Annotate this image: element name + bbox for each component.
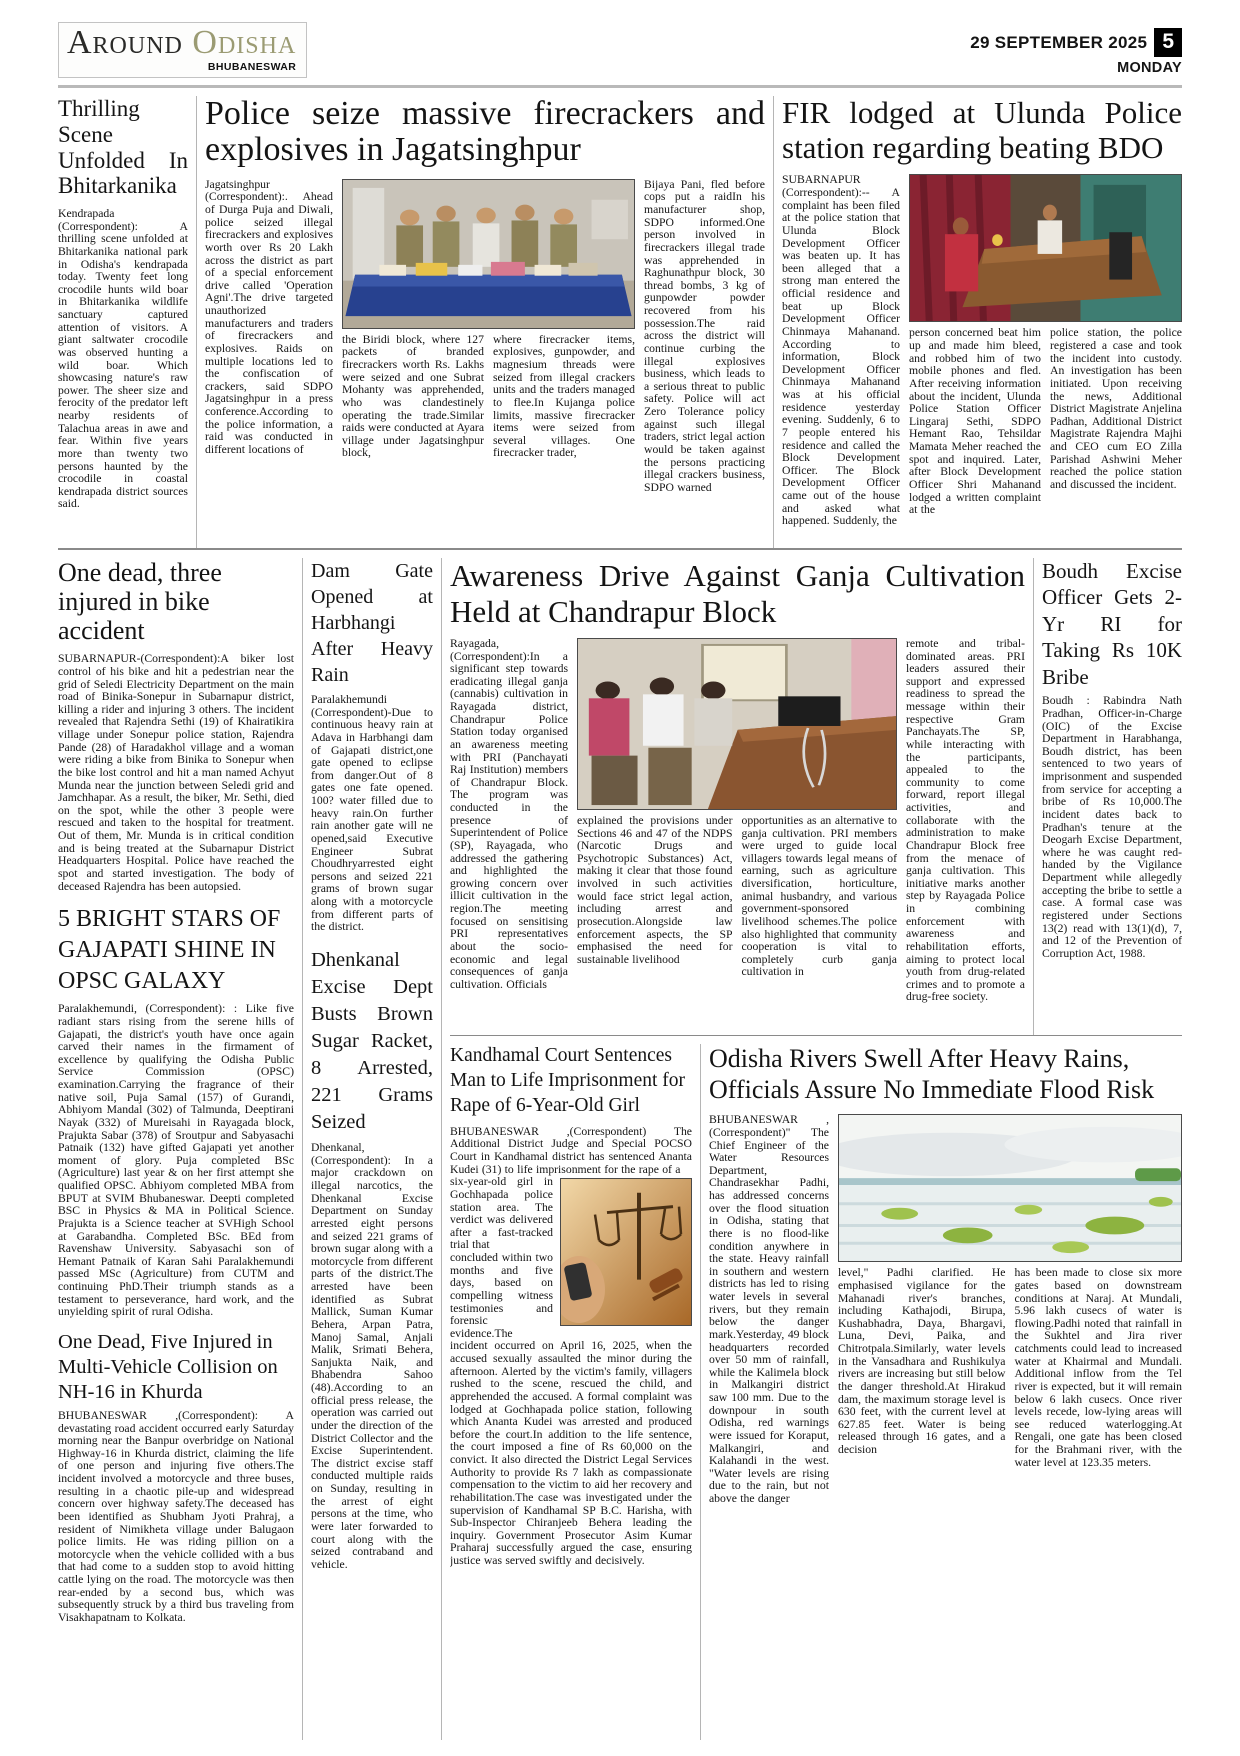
rivers-column-3: has been made to close six more gates based on downstream conditions at Naraj. At Mundali, 5.96 lakh cusecs of water is flowing.Padhi noted that rainfall in the Sukhtel and Jira river catchments could lead to increased water at Khairmal and Mundali. Additional inflow from the Tel river is expected, but it will remain below 6 lakh cusecs. Once river levels recede, low-lying areas will see reduced waterlogging.At Rengali, one gate has been closed for the Brahmani river, with the water level at 123.35 meters. <box>1014 1266 1182 1469</box>
fir-headline: FIR lodged at Ulunda Police station regarding beating BDO <box>782 96 1182 165</box>
article-fir-bdo <box>782 96 1182 548</box>
nh16-body: BHUBANESWAR ,(Correspondent): A devastating road accident occurred early Saturday morning near the Banpur overbridge on National Highway-16 in Khurda district, claiming the life of one person and injuring five others.The incident involved a motorcycle and three buses, resulting in a chaotic pile-up and widespread concern over highway safety.The deceased has been identified as Shubham Jyoti Prahraj, a resident of Nimikheta village under Balugaon police limits. He was riding pillion on a motorcycle when the vehicle collided with a bus that had come to a sudden stop to avoid hitting cattle lying on the road. The motorcycle was then rear-ended by a second bus, which was subsequently struck by a third bus traveling from Visakhapatnam to Kolkata. <box>58 1408 294 1624</box>
article-dhenkanal-excise <box>311 947 433 1572</box>
issue-day: MONDAY <box>1117 60 1182 76</box>
dam-headline: Dam Gate Opened at Harbhangi After Heavy Rain <box>311 560 433 686</box>
issue-date: 29 SEPTEMBER 2025 <box>970 32 1148 52</box>
fir-column-3: police station, the police registered a case and took the incident into custody. An investigation has been initiated. Upon receiving the news, Additional District Magistrate Anjelina Padhan, Additional District Magistrate Rajendra Majhi and CEO cum EO Zilla Parishad Ashwini Meher reached the police station and discussed the incident. <box>1050 326 1182 491</box>
top-section <box>58 88 1182 550</box>
newspaper-logo <box>58 22 307 78</box>
logo-main-text: Around <box>67 24 183 61</box>
vertical-rule <box>302 558 303 1740</box>
dhenkanal-body: Dhenkanal, (Correspondent): In a major crackdown on illegal narcotics, the Dhenkanal Excise Department on Sunday arrested eight persons and seized 221 grams of brown sugar along with a motorcycle from different parts of the district.The arrested have been identified as Subrat Mallick, Suman Kumar Behera, Arpan Patra, Manoj Samal, Anjali Malik, Srimati Behera, Sanjukta Naik, and Bhabendra Sahoo (48).According to an official press release, the operation was carried out under the direction of the District Collector and the Excise Superintendent. The district excise staff conducted multiple raids on Sunday, resulting in the arrest of eight persons at the time, who were later forwarded to court along with the seized contraband and vehicle. <box>311 1141 433 1571</box>
rivers-headline: Odisha Rivers Swell After Heavy Rains, Officials Assure No Immediate Flood Risk <box>709 1044 1155 1104</box>
kandhamal-lead: BHUBANESWAR ,(Correspondent) The Additional District Judge and Special POCSO Court in Kandhamal district has sentenced Ananta Kudei (31) to life imprisonment for the rape of a <box>450 1124 692 1176</box>
boudh-body: Boudh : Rabindra Nath Pradhan, Officer-in-Charge (OIC) of the Excise Department in Harabhanga, Boudh district, has been sentenced to two years of imprisonment and suspended from service for accepting a bribe of Rs 10,000.The incident dates back to Pradhan's tenure at the Deogarh Excise Department, where he was caught red-handed by the Vigilance Department while allegedly accepting the bribe to settle a case. A formal case was registered under Sections 13(2) read with 13(1)(d), 7, and 12 of the Prevention of Corruption Act, 1988. <box>1042 694 1182 960</box>
police-seizure-photo <box>342 179 635 329</box>
rivers-column-1: BHUBANESWAR ,(Correspondent)" The Chief Engineer of the Water Resources Department, Chandrasekhar Padhi, has addressed concerns over the flood situation in Odisha, stating that there is no flood-like condition anywhere in the state. Heavy rainfall in southern and western districts has led to rising water levels in several rivers, but they remain below the danger mark.Yesterday, 49 block headquarters recorded over 50 mm of rainfall, while the Kalimela block in Malkangiri district saw 100 mm. Due to the downpour in south Odisha, red warnings were issued for Koraput, Malkangiri, and Kalahandi in the west. "Water levels are rising due to the rain, but not above the danger <box>709 1113 829 1506</box>
narrow-article-stack <box>311 558 433 1740</box>
dhenkanal-headline: Dhenkanal Excise Dept Busts Brown Sugar Racket, 8 Arrested, 221 Grams Seized <box>311 948 433 1134</box>
left-article-stack <box>58 558 294 1740</box>
bike-headline: One dead, three injured in bike accident <box>58 558 222 646</box>
article-rivers-flood <box>709 1044 1182 1740</box>
thrilling-headline: Thrilling Scene Unfolded In Bhitarkanika <box>58 96 188 199</box>
article-boudh-bribe <box>1042 558 1182 1035</box>
bike-body: SUBARNAPUR-(Correspondent):A biker lost control of his bike and hit a pedestrian near the grid of Seledi Electricity Department on the main road of Binika-Sonepur in Subarnapur district, killing a rider and injuring 3 others. The incident revealed that Rajendra Sethi (19) of Khairatikira village under Sonepur police station, Rajendra Pande (28) of Haradakhol village and a woman were riding a bike from Binika to Sonepur when the bike lost control and hit a man named Achyut Munda near the junction between Seledi grid and Jamchhapar. As a result, the biker, Mr. Sethi, died on the spot, while the other 3 people were rescued and taken to the hospital for treatment. Out of them, Mr. Munda is in critical condition and is being treated at the Subarnapur District Headquarters Hospital. Police have reached the spot and started investigation. The body of deceased Rajendra has been autopsied. <box>58 652 294 893</box>
fir-column-1: SUBARNAPUR (Correspondent):-- A complaint has been filed at the police station that Ulunda Block Development Officer was beaten up. It has been alleged that a strong man entered the official residence and beat up Block Development Officer Chinmaya Mahanand. According to information, Block Development Officer Chinmaya Mahanand was at his official residence yesterday evening. Suddenly, 6 to 7 people entered his residence and called the Block Development Officer. The Block Development Officer came out of the house and asked what happened. Suddenly, the <box>782 173 900 528</box>
kandhamal-body: concluded within two months and five days, based on compelling witness testimonies and forensic evidence.The incident occurred on April 16, 2025, when the accused sexually assaulted the minor during the afternoon. Alerted by the victim's family, villagers rushed to the scene, rescued the child, and apprehended the accused. A formal complaint was lodged at Gochhapada police station, following which Ananta Kudei was arrested and produced before the court.In addition to the life sentence, the court imposed a fine of Rs 60,000 on the convict. It also directed the District Legal Services Authority to provide Rs 7 lakh as compassionate compensation to the victim to aid her recovery and rehabilitation.The case was investigated under the supervision of Kandhamal SP B.C. Harisha, with Sub-Inspector Chiranjeeb Behera leading the inquiry. Government Prosecutor Asim Kumar Praharaj successfully argued the case, ensuring justice was served swiftly and decisively. <box>450 1251 692 1568</box>
firecrackers-headline: Police seize massive firecrackers and explosives in Jagatsinghpur <box>205 96 765 169</box>
kandhamal-headline: Kandhamal Court Sentences Man to Life Imprisonment for Rape of 6-Year-Old Girl <box>450 1045 686 1116</box>
page-number-badge: 5 <box>1154 28 1182 57</box>
article-ganja-awareness <box>450 558 1025 1035</box>
opsc-body: Paralakhemundi, (Correspondent): : Like five radiant stars rising from the serene hills of Gajapati, the district's youth have once again carved their names in the firmament of excellence by qualifying the Odisha Public Service Commission (OPSC) examination.Carrying the fragrance of their native soil, Puja Samal (157) of Gurandi, Abhiyom Mandal (302) of Talmunda, Deeptirani Nayak (332) of Mureisahi in Rayagada block, Prajukta Sabar (378) of Sroutpur and Sabyasachi Patnaik (132) have gifted Gajapati yet another moment of glory. Puja completed BSc (Agriculture) last year & on her first attempt she qualified OPSC. Abhiyom completed MBA from BPUT at SVIM Bhubaneswar. Deepti completed BSC in Physics & MA in Political Science. Prajukta is a Science teacher at SVHigh School at Garabandha. Completed BSc. BEd from Ravenshaw University. Sabyasachi son of Hemant Patnaik of Karan Sahi Paralakhemundi passed MSc (Agriculture) from CUTM and continuing PhD.Their triumph stands as a testament to perseverance, hard work, and the unyielding spirit of rural Odisha. <box>58 1002 294 1319</box>
ganja-column-2: explained the provisions under Sections 46 and 47 of the NDPS (Narcotic Drugs and Psychotropic Substances) Act, making it clear that those found involved in such activities would face strict legal action, including arrest and prosecution.Alongside law enforcement aspects, the SP emphasised the need for sustainable livelihood <box>577 813 733 966</box>
justice-gavel-photo <box>560 1178 692 1326</box>
vertical-rule <box>196 96 197 548</box>
dam-body: Paralakhemundi (Correspondent)-Due to continuous heavy rain at Adava in Harbhangi dam of Gajapati district,one gate opened to eclipse from danger.Out of 8 gates one fate opened. 100? water filled due to heavy rain.On further rain another gate will ne opened,said Executive Engineer Subrat Choudhryarrested eight persons and seized 221 grams of brown sugar along with a motorcycle from different parts of the district. <box>311 693 433 934</box>
opsc-headline: 5 BRIGHT STARS OF GAJAPATI SHINE IN OPSC GALAXY <box>58 906 281 994</box>
firecrackers-column-4: Bijaya Pani, fled before cops put a raidIn his manufacturer shop, SDPO informed.One person involved in firecrackers illegal trade was apprehended in Raghunathpur block, 30 thread bombs, 3 kg of gunpowder powder recovered from his possession.The raid across the district will continue curbing the illegal explosives business, which leads to a serious threat to public safety. Police will act Zero Tolerance policy against such illegal traders, strict legal action would be taken against the persons practicing illegal crackers business, SDPO warned <box>644 177 765 494</box>
ulunda-incident-photo <box>909 174 1182 322</box>
center-right-region <box>450 558 1182 1740</box>
vertical-rule <box>700 1044 701 1740</box>
article-opsc-stars <box>58 904 294 1319</box>
boudh-headline: Boudh Excise Officer Gets 2-Yr RI for Taking Rs 10K Bribe <box>1042 559 1182 689</box>
masthead <box>58 22 1182 88</box>
ganja-headline: Awareness Drive Against Ganja Cultivation Held at Chandrapur Block <box>450 558 1025 629</box>
firecrackers-column-1: Jagatsinghpur (Correspondent):. Ahead of Durga Puja and Diwali, police seized illegal firecrackers and explosives worth over Rs 20 Lakh across the district as part of a special enforcement drive called 'Operation Agni'.The drive targeted unauthorized manufacturers and traders of firecrackers and explosives. Raids on multiple locations led to the confiscation of crackers, said SDPO Jagatsinghpur in a press conference.According to the police information, a raid was conducted in different locations of <box>205 177 334 456</box>
article-thrilling-scene <box>58 96 188 548</box>
ganja-column-1: Rayagada, (Correspondent):In a significant step towards eradicating illegal ganja (cannabis) cultivation in Rayagada district, Chandrapur Police Station today organised an awareness meeting with PRI (Panchayati Raj Institution) members of Chandrapur Block. The program was conducted in the presence of Superintendent of Police (SP), Rayagada, who addressed the gathering and highlighted the growing concern over illicit cultivation in the region.The meeting focused on sensitising PRI representatives about the socio-economic and legal consequences of ganja cultivation. Officials <box>450 636 568 991</box>
vertical-rule <box>773 96 774 548</box>
logo-accent-text: Odisha <box>192 24 297 61</box>
article-bike-accident <box>58 558 294 893</box>
rivers-column-2: level," Padhi clarified. He emphasised vigilance for the Mahanadi river's branches, including Kathajodi, Birupa, Kushabhadra, Daya, Bhargavi, Luna, Devi, Paika, and Chitrotpala.Similarly, water levels in the Vansadhara and Rushikulya rivers are increasing but still below the danger threshold.At Hirakud dam, the maximum storage level is 630 feet, with the current level at 627.85 feet. Water is being released through 16 gates, and a decision <box>838 1266 1006 1457</box>
vertical-rule <box>1033 558 1034 1035</box>
article-firecrackers <box>205 96 765 548</box>
firecrackers-column-2: the Biridi block, where 127 packets of branded firecrackers worth Rs. Lakhs were seized and one Subrat Mohanty was apprehended, who was clandestinely operating the trade.Similar raids were conducted at Ayara village under Jagatsinghpur block, <box>342 332 485 460</box>
article-dam-gate <box>311 558 433 934</box>
vertical-rule <box>441 558 442 1740</box>
nh16-headline: One Dead, Five Injured in Multi-Vehicle Collision on NH-16 in Khurda <box>58 1330 278 1403</box>
thrilling-body: Kendrapada (Correspondent): A thrilling scene unfolded at Bhitarkanika national park in Odisha's kendrapada today. Twenty feet long crocodile hunts wild boar in Bhitarkanika wildlife sanctuary captured attention of visitors. A giant saltwater crocodile was observed hunting a wild boar. Which showcasing nature's raw power. The sheer size and ferocity of the predator left nearby residents of Talachua areas in awe and fear. Within five years more than twenty two persons haunted by the crocodile in coastal kendrapada district sources said. <box>58 207 188 511</box>
fir-column-2: person concerned beat him up and made him bleed, and robbed him of two mobile phones and fled. After receiving information about the incident, Ulunda Police Station Officer Lingaraj Sethi, SDPO Hemant Rao, Tehsildar Mamata Meher reached the spot and inquired. Later, after Block Development Officer Shri Mahanand lodged a written complaint at the <box>909 326 1041 517</box>
article-nh16-collision <box>58 1330 294 1625</box>
article-kandhamal-court <box>450 1044 692 1740</box>
middle-section <box>58 550 1182 1740</box>
kandhamal-wrap-text: six-year-old girl in Gochhapada police station area. The verdict was delivered after a fast-tracked trial that <box>450 1175 553 1252</box>
logo-city: BHUBANESWAR <box>207 61 297 73</box>
logo-title <box>67 26 296 60</box>
ganja-column-4: remote and tribal-dominated areas. PRI leaders assured their support and expressed readiness to spread the message within their respective Gram Panchayats.The SP, while interacting with the participants, appealed to the community to come forward, report illegal activities, and collaborate with the administration to make Chandrapur Block free from the menace of ganja cultivation. This initiative marks another step by Rayagada Police in combining enforcement with awareness and rehabilitation efforts, aiming to protect local youth from drug-related crimes and to promote a drug-free society. <box>906 636 1025 1004</box>
ganja-column-3: opportunities as an alternative to ganja cultivation. PRI members were urged to guide local villagers towards legal means of earning, such as agriculture diversification, horticulture, animal husbandry, and various government-sponsored livelihood schemes.The police also highlighted that community cooperation is vital to completely curb ganja cultivation in <box>741 813 897 979</box>
river-flood-photo <box>838 1114 1182 1262</box>
awareness-meeting-photo <box>577 638 897 810</box>
firecrackers-column-3: where firecracker items, explosives, gunpowder, and magnesium threads were seized from illegal crackers units and the traders managed to flee.In Kujanga police limits, massive firecracker items were seized from several villages. One firecracker trader, <box>493 332 635 460</box>
masthead-dateline <box>970 22 1182 76</box>
